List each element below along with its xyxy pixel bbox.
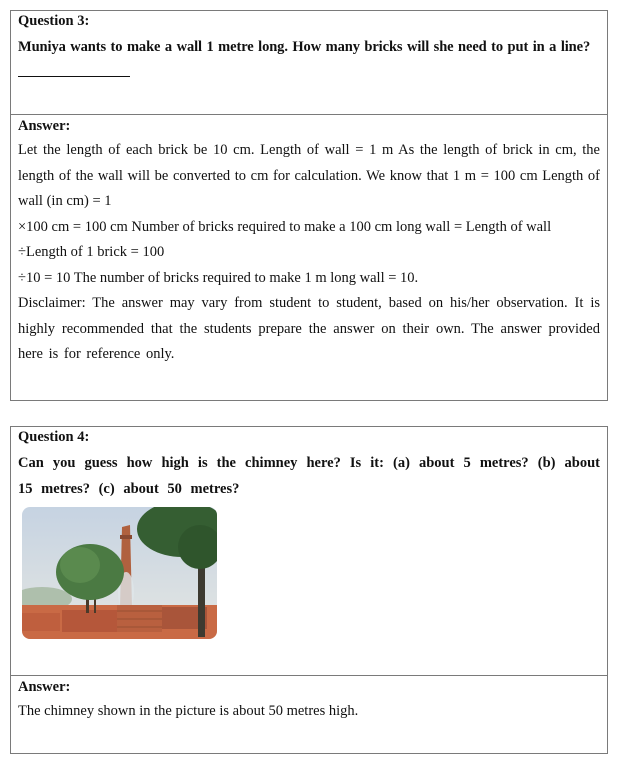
- question-3-box: [10, 10, 608, 401]
- answer-4-label: Answer:: [18, 679, 71, 695]
- brick-kiln-image: [22, 507, 217, 639]
- answer-3-body: [18, 138, 600, 368]
- answer-3-line-3: wall (in cm) = 1: [18, 193, 112, 209]
- answer-3-line-5: ÷Length of 1 brick = 100: [18, 244, 165, 260]
- answer-3-line-1: Let the length of each brick be 10 cm. Length of wall = 1 m As the length of brick in cm, the: [18, 142, 600, 158]
- answer-blank-line: [18, 64, 130, 77]
- section-divider: [11, 675, 607, 676]
- disclaimer-text: Disclaimer: The answer may vary from student to student, based on his/her observation. It is highly recommended that the students prepare the answer on their own. The answer provided here is for reference only.: [18, 295, 600, 362]
- answer-4-text: The chimney shown in the picture is about 50 metres high.: [18, 703, 359, 719]
- question-4-text: Can you guess how high is the chimney here? Is it: (a) about 5 metres? (b) about 15 metres? (c) about 50 metres?: [18, 455, 600, 497]
- question-3-section: [11, 11, 607, 115]
- chimney-photo: [22, 507, 217, 639]
- answer-3-line-6: ÷10 = 10 The number of bricks required to make 1 m long wall = 10.: [18, 269, 419, 286]
- question-3-text: Muniya wants to make a wall 1 metre long. How many bricks will she need to put in a line?: [18, 39, 591, 55]
- answer-4-section: [11, 677, 607, 725]
- answer-3-label: Answer:: [18, 118, 71, 134]
- question-4-box: [10, 426, 608, 754]
- answer-3-line-4: ×100 cm = 100 cm Number of bricks required to make a 100 cm long wall = Length of wall: [18, 218, 552, 235]
- question-4-section: [11, 427, 607, 675]
- question-3-label: Question 3:: [18, 13, 90, 29]
- section-divider: [11, 114, 607, 115]
- question-4-label: Question 4:: [18, 429, 90, 445]
- answer-3-line-2: length of the wall will be converted to cm for calculation. We know that 1 m = 100 cm Length of: [18, 167, 600, 184]
- answer-3-section: [11, 116, 607, 368]
